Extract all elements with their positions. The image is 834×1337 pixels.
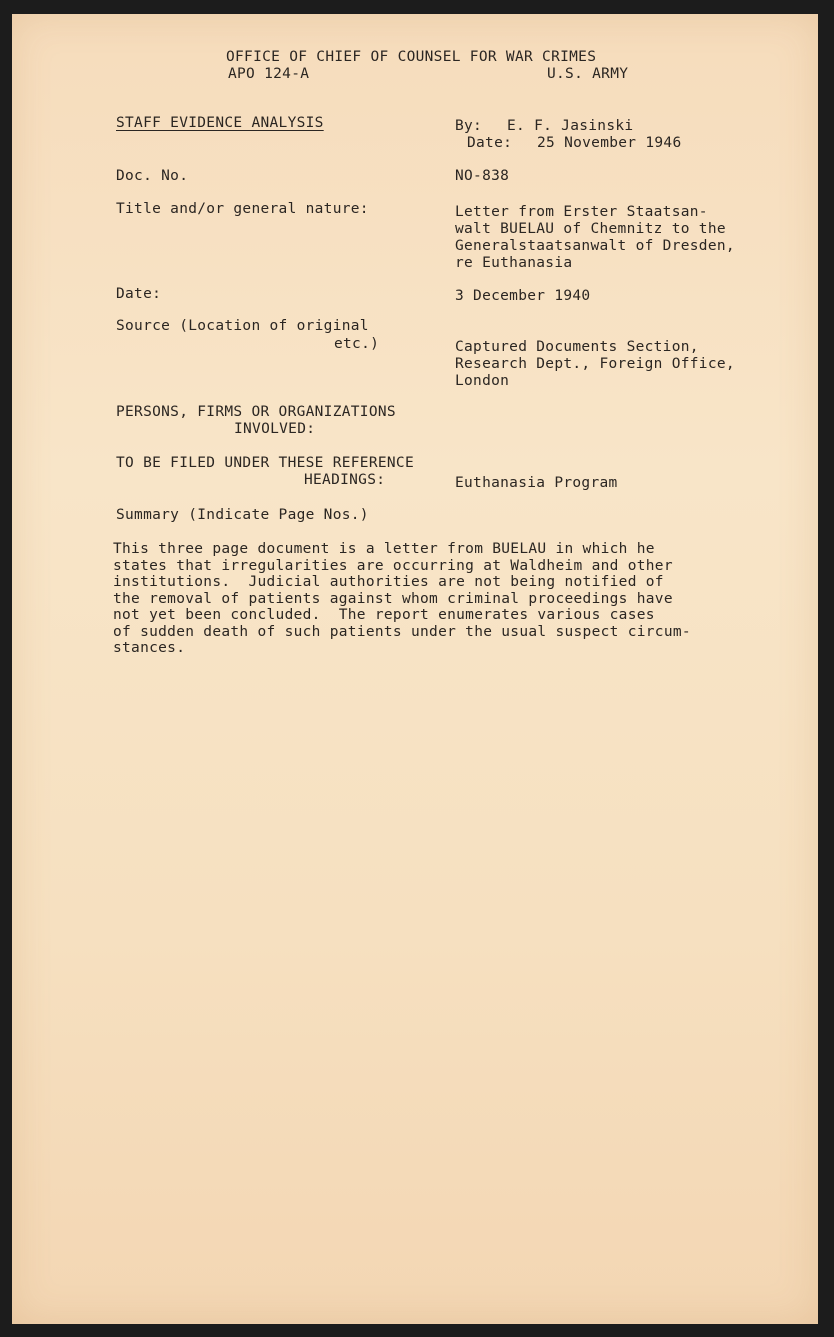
analysis-date: 25 November 1946 xyxy=(537,135,682,151)
analysis-date-label: Date: xyxy=(467,135,513,151)
persons-label-cont: INVOLVED: xyxy=(234,421,316,437)
source-label: Source (Location of original xyxy=(116,318,369,334)
title-line: walt BUELAU of Chemnitz to the xyxy=(455,221,726,237)
source-line: London xyxy=(455,373,510,389)
summary-line: of sudden death of such patients under the usual suspect circum- xyxy=(113,623,691,640)
source-line: Captured Documents Section, xyxy=(455,339,699,355)
source-label-cont: etc.) xyxy=(334,336,380,352)
document-page xyxy=(12,14,818,1324)
summary-line: institutions. Judicial authorities are not being notified of xyxy=(113,574,664,590)
summary-line: states that irregularities are occurring at Waldheim and other xyxy=(113,557,673,574)
source-line: Research Dept., Foreign Office, xyxy=(455,356,735,372)
filed-under-label: TO BE FILED UNDER THESE REFERENCE xyxy=(116,455,414,471)
persons-label: PERSONS, FIRMS OR ORGANIZATIONS xyxy=(116,404,396,420)
summary-line: not yet been concluded. The report enumerates various cases xyxy=(113,607,655,623)
date-value: 3 December 1940 xyxy=(455,288,591,304)
filed-under-value: Euthanasia Program xyxy=(455,475,618,491)
office-heading: OFFICE OF CHIEF OF COUNSEL FOR WAR CRIMES xyxy=(226,49,597,65)
apo-number: APO 124-A xyxy=(228,66,310,82)
title-line: Letter from Erster Staatsan- xyxy=(455,204,708,220)
doc-no-value: NO-838 xyxy=(455,168,510,184)
army-label: U.S. ARMY xyxy=(547,66,629,82)
summary-label: Summary (Indicate Page Nos.) xyxy=(116,507,369,523)
summary-line: This three page document is a letter from BUELAU in which he xyxy=(113,541,655,557)
summary-line: the removal of patients against whom criminal proceedings have xyxy=(113,590,673,607)
title-line: Generalstaatsanwalt of Dresden, xyxy=(455,238,735,254)
summary-text xyxy=(113,541,773,657)
doc-no-label: Doc. No. xyxy=(116,168,189,184)
title-label: Title and/or general nature: xyxy=(116,201,369,217)
date-label: Date: xyxy=(116,286,162,302)
analyst-name: E. F. Jasinski xyxy=(507,118,634,134)
analysis-title: STAFF EVIDENCE ANALYSIS xyxy=(116,115,324,131)
summary-line: stances. xyxy=(113,640,186,656)
filed-under-label-cont: HEADINGS: xyxy=(304,472,386,488)
title-line: re Euthanasia xyxy=(455,255,573,271)
by-label: By: xyxy=(455,118,483,134)
